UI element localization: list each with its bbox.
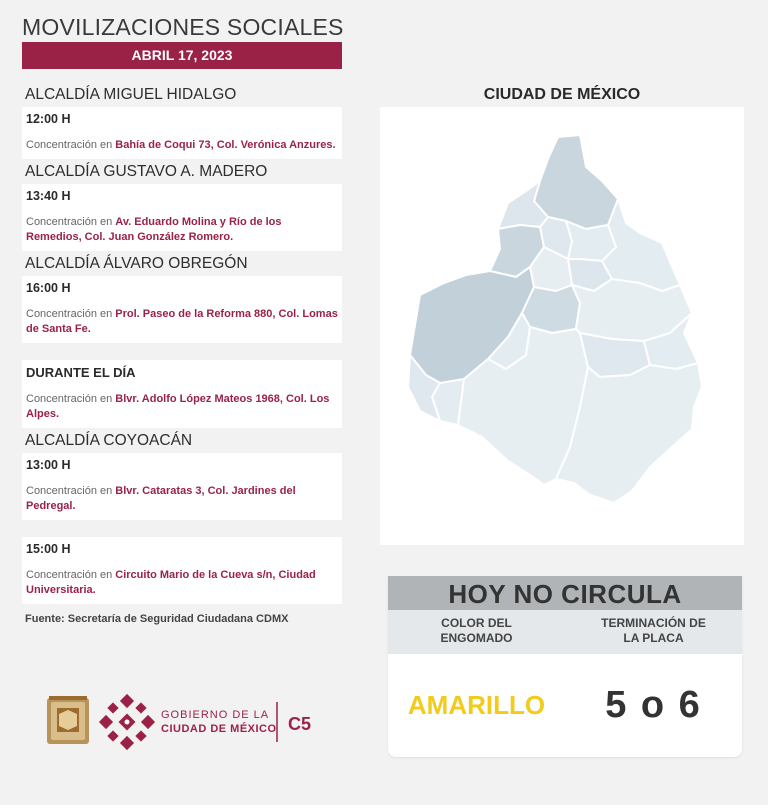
hnc-color-header-line2: ENGOMADO <box>440 631 513 645</box>
event-prefix: Concentración en <box>26 139 116 151</box>
coat-of-arms-icon <box>47 696 89 744</box>
hnc-plate-header-line1: TERMINACIÓN DE <box>601 616 706 630</box>
cdmx-map-graphic <box>380 107 744 545</box>
event-time: 12:00 H <box>26 112 71 126</box>
gov-line-2: CIUDAD DE MÉXICO <box>161 723 277 735</box>
hnc-color-header <box>388 610 565 654</box>
government-logos <box>45 690 345 755</box>
alcaldia-heading: ALCALDÍA MIGUEL HIDALGO <box>25 86 237 103</box>
event-description <box>26 484 338 514</box>
event-time: 15:00 H <box>26 542 71 556</box>
hnc-color-value: AMARILLO <box>407 690 546 720</box>
event-time: 13:00 H <box>26 458 71 472</box>
event-description <box>26 138 338 153</box>
event-description <box>26 392 338 422</box>
event-card <box>22 184 342 251</box>
event-place: Av. Eduardo Molina y Río de los Remedios, Col. Juan González Romero. <box>26 216 282 243</box>
event-prefix: Concentración en <box>26 216 116 228</box>
events-list <box>22 82 342 625</box>
hnc-plate-header <box>565 610 742 654</box>
event-prefix: Concentración en <box>26 569 116 581</box>
page-title: MOVILIZACIONES SOCIALES <box>22 14 344 40</box>
alcaldia-heading: ALCALDÍA GUSTAVO A. MADERO <box>25 163 268 180</box>
event-time: 16:00 H <box>26 281 71 295</box>
event-place: Blvr. Adolfo López Mateos 1968, Col. Los Alpes. <box>26 393 330 420</box>
hnc-values <box>388 654 742 757</box>
event-prefix: Concentración en <box>26 308 116 320</box>
event-card <box>22 453 342 520</box>
event-time: 13:40 H <box>26 189 71 203</box>
event-card <box>22 360 342 428</box>
event-time: DURANTE EL DÍA <box>26 365 136 380</box>
event-description <box>26 215 338 245</box>
hnc-color-header-line1: COLOR DEL <box>441 616 512 630</box>
event-place: Bahía de Coqui 73, Col. Verónica Anzures. <box>115 139 336 151</box>
hnc-plate-value: 5 o 6 <box>605 684 702 726</box>
c5-label: C5 <box>288 714 312 734</box>
cdmx-map <box>380 107 744 545</box>
hoy-no-circula-panel <box>388 576 742 757</box>
hnc-plate-header-line2: LA PLACA <box>623 631 684 645</box>
source-note: Fuente: Secretaría de Seguridad Ciudadana CDMX <box>25 613 289 625</box>
date-banner: ABRIL 17, 2023 <box>22 42 342 69</box>
event-place: Circuito Mario de la Cueva s/n, Ciudad Universitaria. <box>26 569 316 596</box>
event-place: Prol. Paseo de la Reforma 880, Col. Lomas de Santa Fe. <box>26 308 338 335</box>
event-card <box>22 537 342 604</box>
gov-line-1: GOBIERNO DE LA <box>161 709 270 721</box>
hnc-headers <box>388 610 742 654</box>
footer-logos <box>45 690 345 755</box>
event-description <box>26 568 338 598</box>
event-prefix: Concentración en <box>26 485 116 497</box>
event-place: Blvr. Cataratas 3, Col. Jardines del Pedregal. <box>26 485 296 512</box>
event-description <box>26 307 338 337</box>
event-card <box>22 276 342 343</box>
alcaldia-heading: ALCALDÍA COYOACÁN <box>25 432 193 449</box>
cdmx-emblem-icon <box>99 694 155 750</box>
map-region-coy <box>522 285 580 333</box>
alcaldia-heading: ALCALDÍA ÁLVARO OBREGÓN <box>25 255 248 272</box>
event-prefix: Concentración en <box>26 393 116 405</box>
map-title: CIUDAD DE MÉXICO <box>483 86 641 103</box>
event-card <box>22 107 342 159</box>
hnc-title: HOY NO CIRCULA <box>388 576 742 610</box>
